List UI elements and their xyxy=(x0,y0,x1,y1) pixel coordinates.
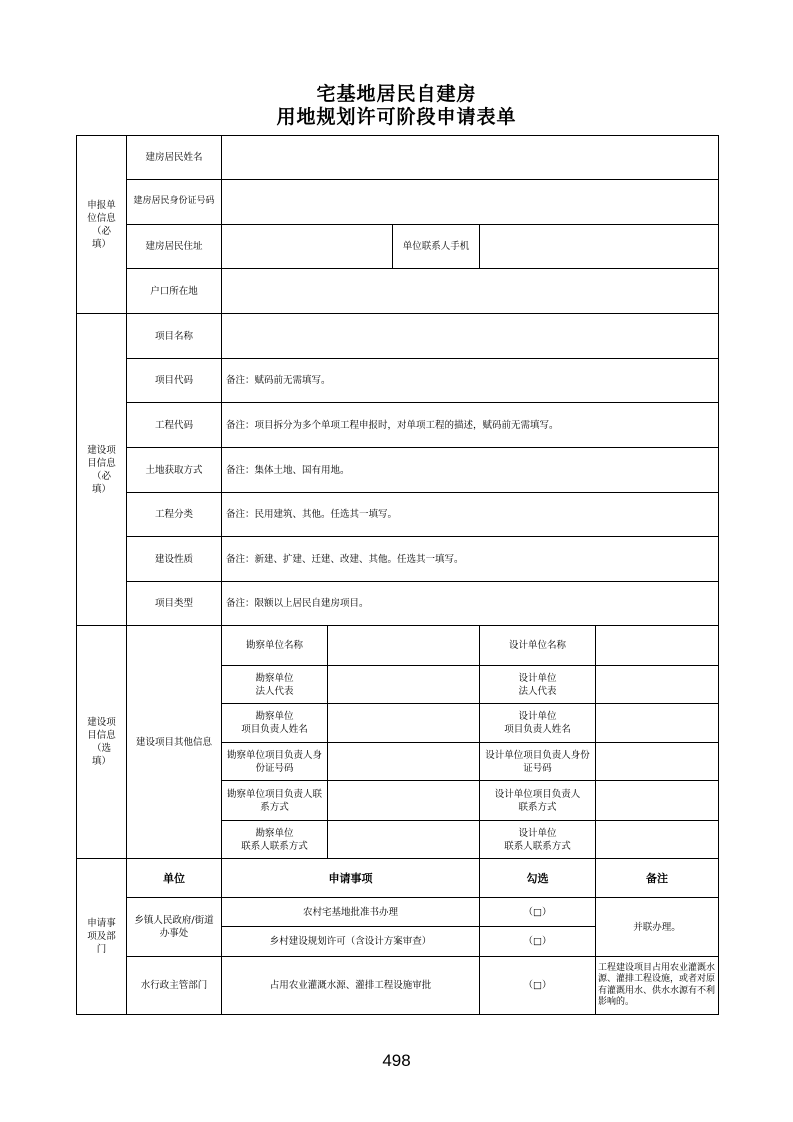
survey-unit-field[interactable] xyxy=(328,626,480,666)
project-row-field[interactable]: 备注：限额以上居民自建房项目。 xyxy=(222,582,719,626)
survey-manager-name-field[interactable] xyxy=(328,704,480,743)
project-row-label: 项目类型 xyxy=(127,582,222,626)
resident-address-field[interactable] xyxy=(222,225,393,269)
design-manager-contact-label: 设计单位项目负责人 联系方式 xyxy=(480,781,596,821)
item-header: 申请事项 xyxy=(222,859,480,898)
survey-manager-contact-field[interactable] xyxy=(328,781,480,821)
homestead-approval-checkbox[interactable]: （□） xyxy=(480,898,596,927)
design-legal-rep-label: 设计单位 法人代表 xyxy=(480,666,596,704)
design-legal-rep-field[interactable] xyxy=(596,666,719,704)
application-form-table xyxy=(76,135,719,1015)
project-row-label: 项目代码 xyxy=(127,359,222,403)
design-unit-label: 设计单位名称 xyxy=(480,626,596,666)
design-manager-contact-field[interactable] xyxy=(596,781,719,821)
survey-contact-field[interactable] xyxy=(328,821,480,859)
resident-name-field[interactable] xyxy=(222,136,719,180)
project-row-field[interactable]: 备注：集体土地、国有用地。 xyxy=(222,448,719,493)
design-contact-label: 设计单位 联系人联系方式 xyxy=(480,821,596,859)
project-row-field[interactable]: 备注：新建、扩建、迁建、改建、其他。任选其一填写。 xyxy=(222,537,719,582)
survey-contact-label: 勘察单位 联系人联系方式 xyxy=(222,821,328,859)
irrigation-approval-item: 占用农业灌溉水源、灌排工程设施审批 xyxy=(222,957,480,1015)
hukou-field[interactable] xyxy=(222,269,719,314)
design-unit-field[interactable] xyxy=(596,626,719,666)
design-contact-field[interactable] xyxy=(596,821,719,859)
other-section-label: 建设项目信息（选填） xyxy=(77,626,127,859)
water-unit-label: 水行政主管部门 xyxy=(127,957,222,1015)
survey-manager-name-label: 勘察单位 项目负责人姓名 xyxy=(222,704,328,743)
resident-address-label: 建房居民住址 xyxy=(127,225,222,269)
township-unit-label: 乡镇人民政府/街道办事处 xyxy=(127,898,222,957)
joint-processing-remark: 并联办理。 xyxy=(596,898,719,957)
page-number: 498 xyxy=(382,1051,411,1070)
other-info-group-label: 建设项目其他信息 xyxy=(127,626,222,859)
survey-manager-id-label: 勘察单位项目负责人身 份证号码 xyxy=(222,743,328,781)
survey-legal-rep-field[interactable] xyxy=(328,666,480,704)
survey-manager-id-field[interactable] xyxy=(328,743,480,781)
project-row-label: 工程分类 xyxy=(127,493,222,537)
survey-manager-contact-label: 勘察单位项目负责人联 系方式 xyxy=(222,781,328,821)
contact-phone-label: 单位联系人手机 xyxy=(393,225,480,269)
project-row-label: 项目名称 xyxy=(127,314,222,359)
form-title-line2: 用地规划许可阶段申请表单 xyxy=(276,106,517,128)
remark-header: 备注 xyxy=(596,859,719,898)
resident-id-field[interactable] xyxy=(222,180,719,225)
form-title-line1: 宅基地居民自建房 xyxy=(316,83,477,105)
survey-unit-label: 勘察单位名称 xyxy=(222,626,328,666)
hukou-label: 户口所在地 xyxy=(127,269,222,314)
survey-legal-rep-label: 勘察单位 法人代表 xyxy=(222,666,328,704)
resident-name-label: 建房居民姓名 xyxy=(127,136,222,180)
project-row-field[interactable]: 备注：赋码前无需填写。 xyxy=(222,359,719,403)
project-row-label: 建设性质 xyxy=(127,537,222,582)
rural-planning-permit-checkbox[interactable]: （□） xyxy=(480,927,596,957)
project-section-label: 建设项目信息（必填） xyxy=(77,314,127,626)
project-row-field[interactable] xyxy=(222,314,719,359)
project-row-label: 工程代码 xyxy=(127,403,222,448)
check-header: 勾选 xyxy=(480,859,596,898)
matters-section-label: 申请事项及部门 xyxy=(77,859,127,1015)
design-manager-id-field[interactable] xyxy=(596,743,719,781)
project-row-field[interactable]: 备注：项目拆分为多个单项工程申报时，对单项工程的描述，赋码前无需填写。 xyxy=(222,403,719,448)
project-row-label: 土地获取方式 xyxy=(127,448,222,493)
unit-header: 单位 xyxy=(127,859,222,898)
design-manager-name-field[interactable] xyxy=(596,704,719,743)
rural-planning-permit-item: 乡村建设规划许可（含设计方案审查） xyxy=(222,927,480,957)
resident-id-label: 建房居民身份证号码 xyxy=(127,180,222,225)
design-manager-id-label: 设计单位项目负责人身份 证号码 xyxy=(480,743,596,781)
project-row-field[interactable]: 备注：民用建筑、其他。任选其一填写。 xyxy=(222,493,719,537)
water-remark: 工程建设项目占用农业灌溉水源、灌排工程设施，或者对原有灌溉用水、供水水源有不利影响的。 xyxy=(596,957,719,1015)
homestead-approval-item: 农村宅基地批准书办理 xyxy=(222,898,480,927)
irrigation-approval-checkbox[interactable]: （□） xyxy=(480,957,596,1015)
design-manager-name-label: 设计单位 项目负责人姓名 xyxy=(480,704,596,743)
applicant-section-label: 申报单位信息（必填） xyxy=(77,136,127,314)
contact-phone-field[interactable] xyxy=(480,225,719,269)
